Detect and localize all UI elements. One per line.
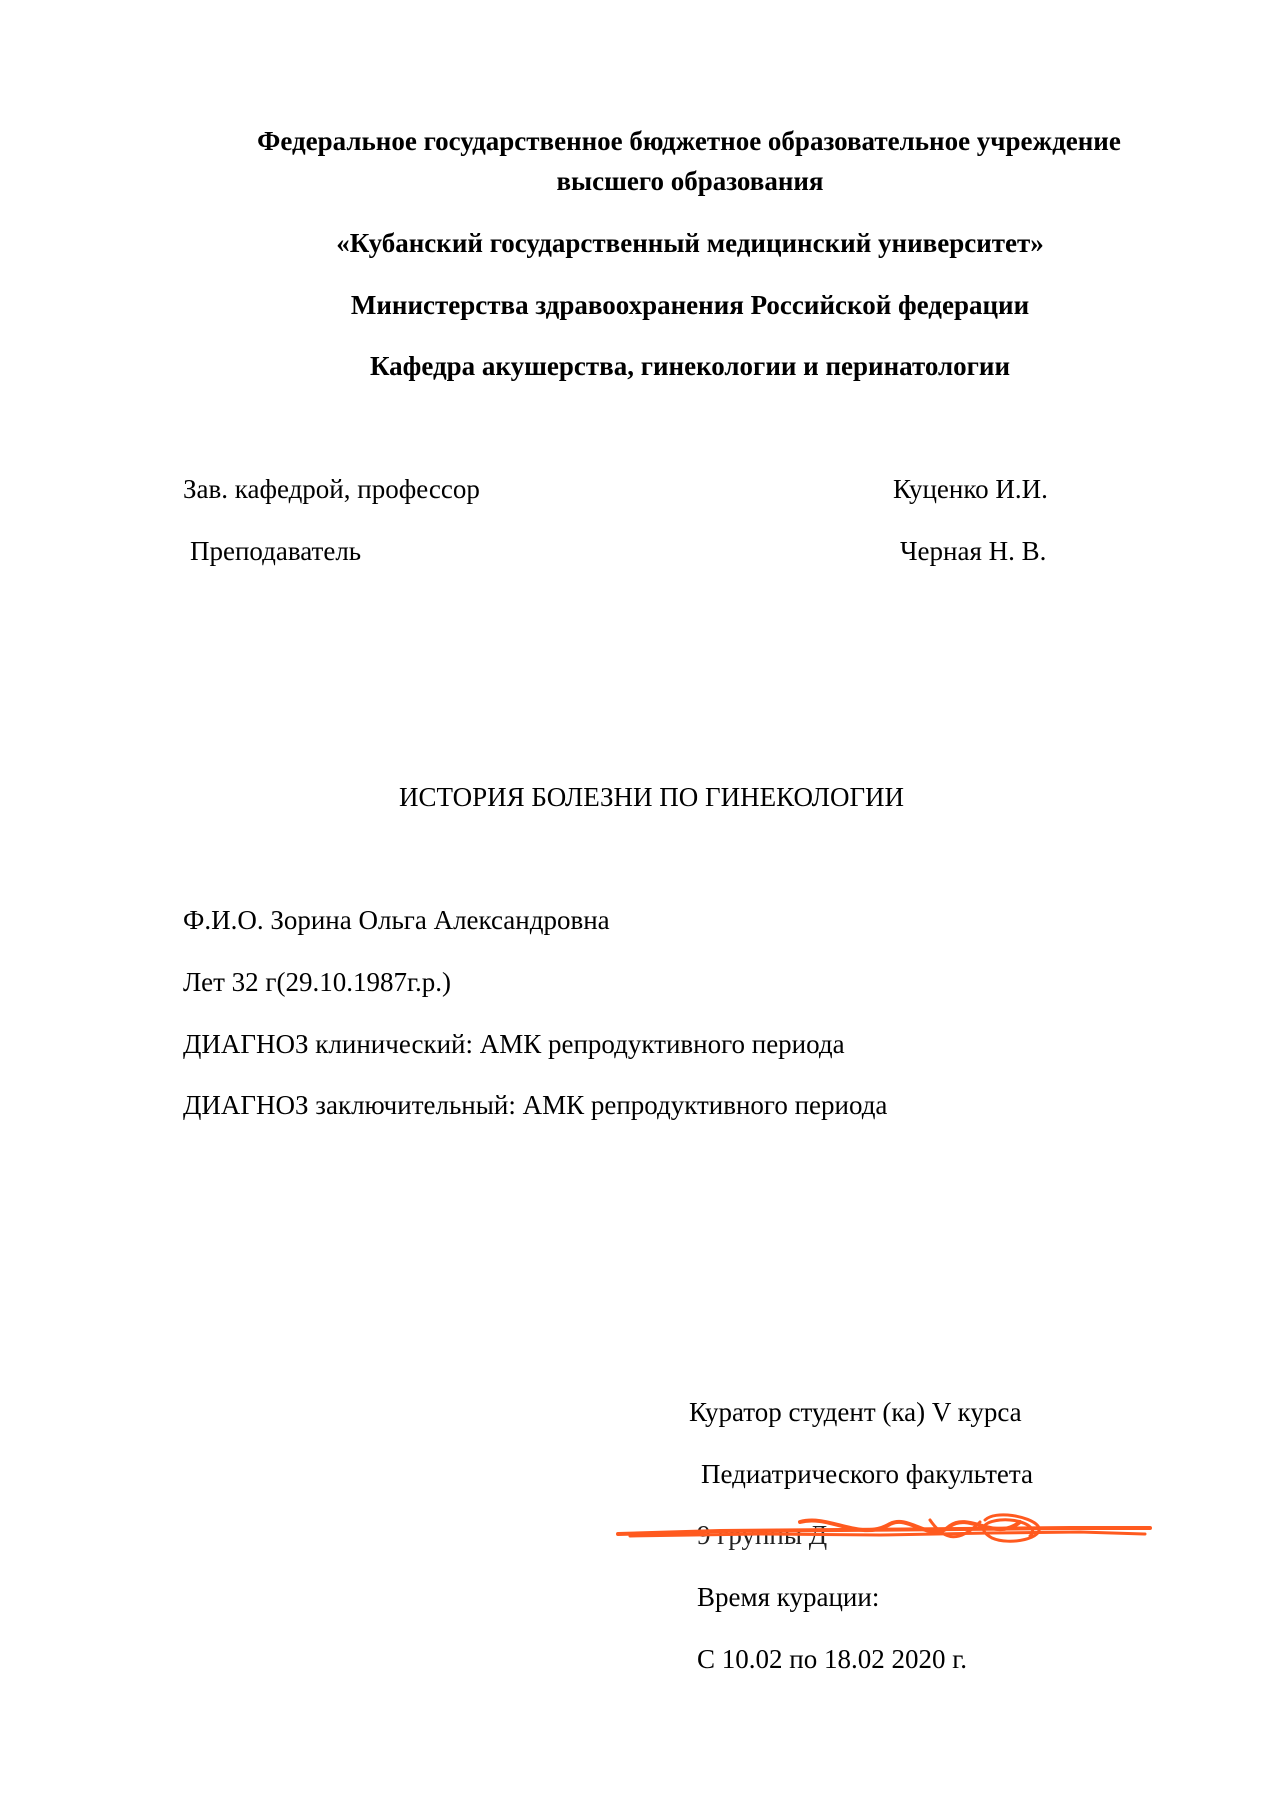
header-university: «Кубанский государственный медицинский университет» [336, 228, 1044, 258]
header-line-2: высшего образования [556, 166, 824, 196]
curator-line-1: Куратор студент (ка) V курса [689, 1397, 1022, 1427]
header-ministry: Министерства здравоохранения Российской федерации [350, 290, 1030, 320]
staff-role-head: Зав. кафедрой, профессор [183, 474, 480, 504]
document-title: ИСТОРИЯ БОЛЕЗНИ ПО ГИНЕКОЛОГИИ [399, 782, 905, 812]
staff-name-teacher: Черная Н. В. [900, 536, 1047, 566]
curator-time-label: Время курации: [697, 1582, 880, 1612]
staff-role-teacher: Преподаватель [190, 536, 362, 566]
header-department: Кафедра акушерства, гинекологии и перинатологии [369, 351, 1011, 381]
redaction-scribble-icon [600, 1512, 1160, 1552]
staff-name-head: Куценко И.И. [893, 474, 1048, 504]
diagnosis-final: ДИАГНОЗ заключительный: АМК репродуктивного периода [183, 1090, 888, 1120]
header-line-1: Федеральное государственное бюджетное образовательное учреждение [257, 126, 1121, 156]
patient-age: Лет 32 г(29.10.1987г.р.) [183, 967, 451, 997]
diagnosis-clinical: ДИАГНОЗ клинический: АМК репродуктивного периода [183, 1029, 845, 1059]
patient-fio: Ф.И.О. Зорина Ольга Александровна [183, 905, 610, 935]
curator-group-redacted: 9 группы Д [697, 1520, 828, 1550]
curator-period: С 10.02 по 18.02 2020 г. [697, 1644, 967, 1674]
curator-line-2: Педиатрического факультета [701, 1459, 1033, 1489]
